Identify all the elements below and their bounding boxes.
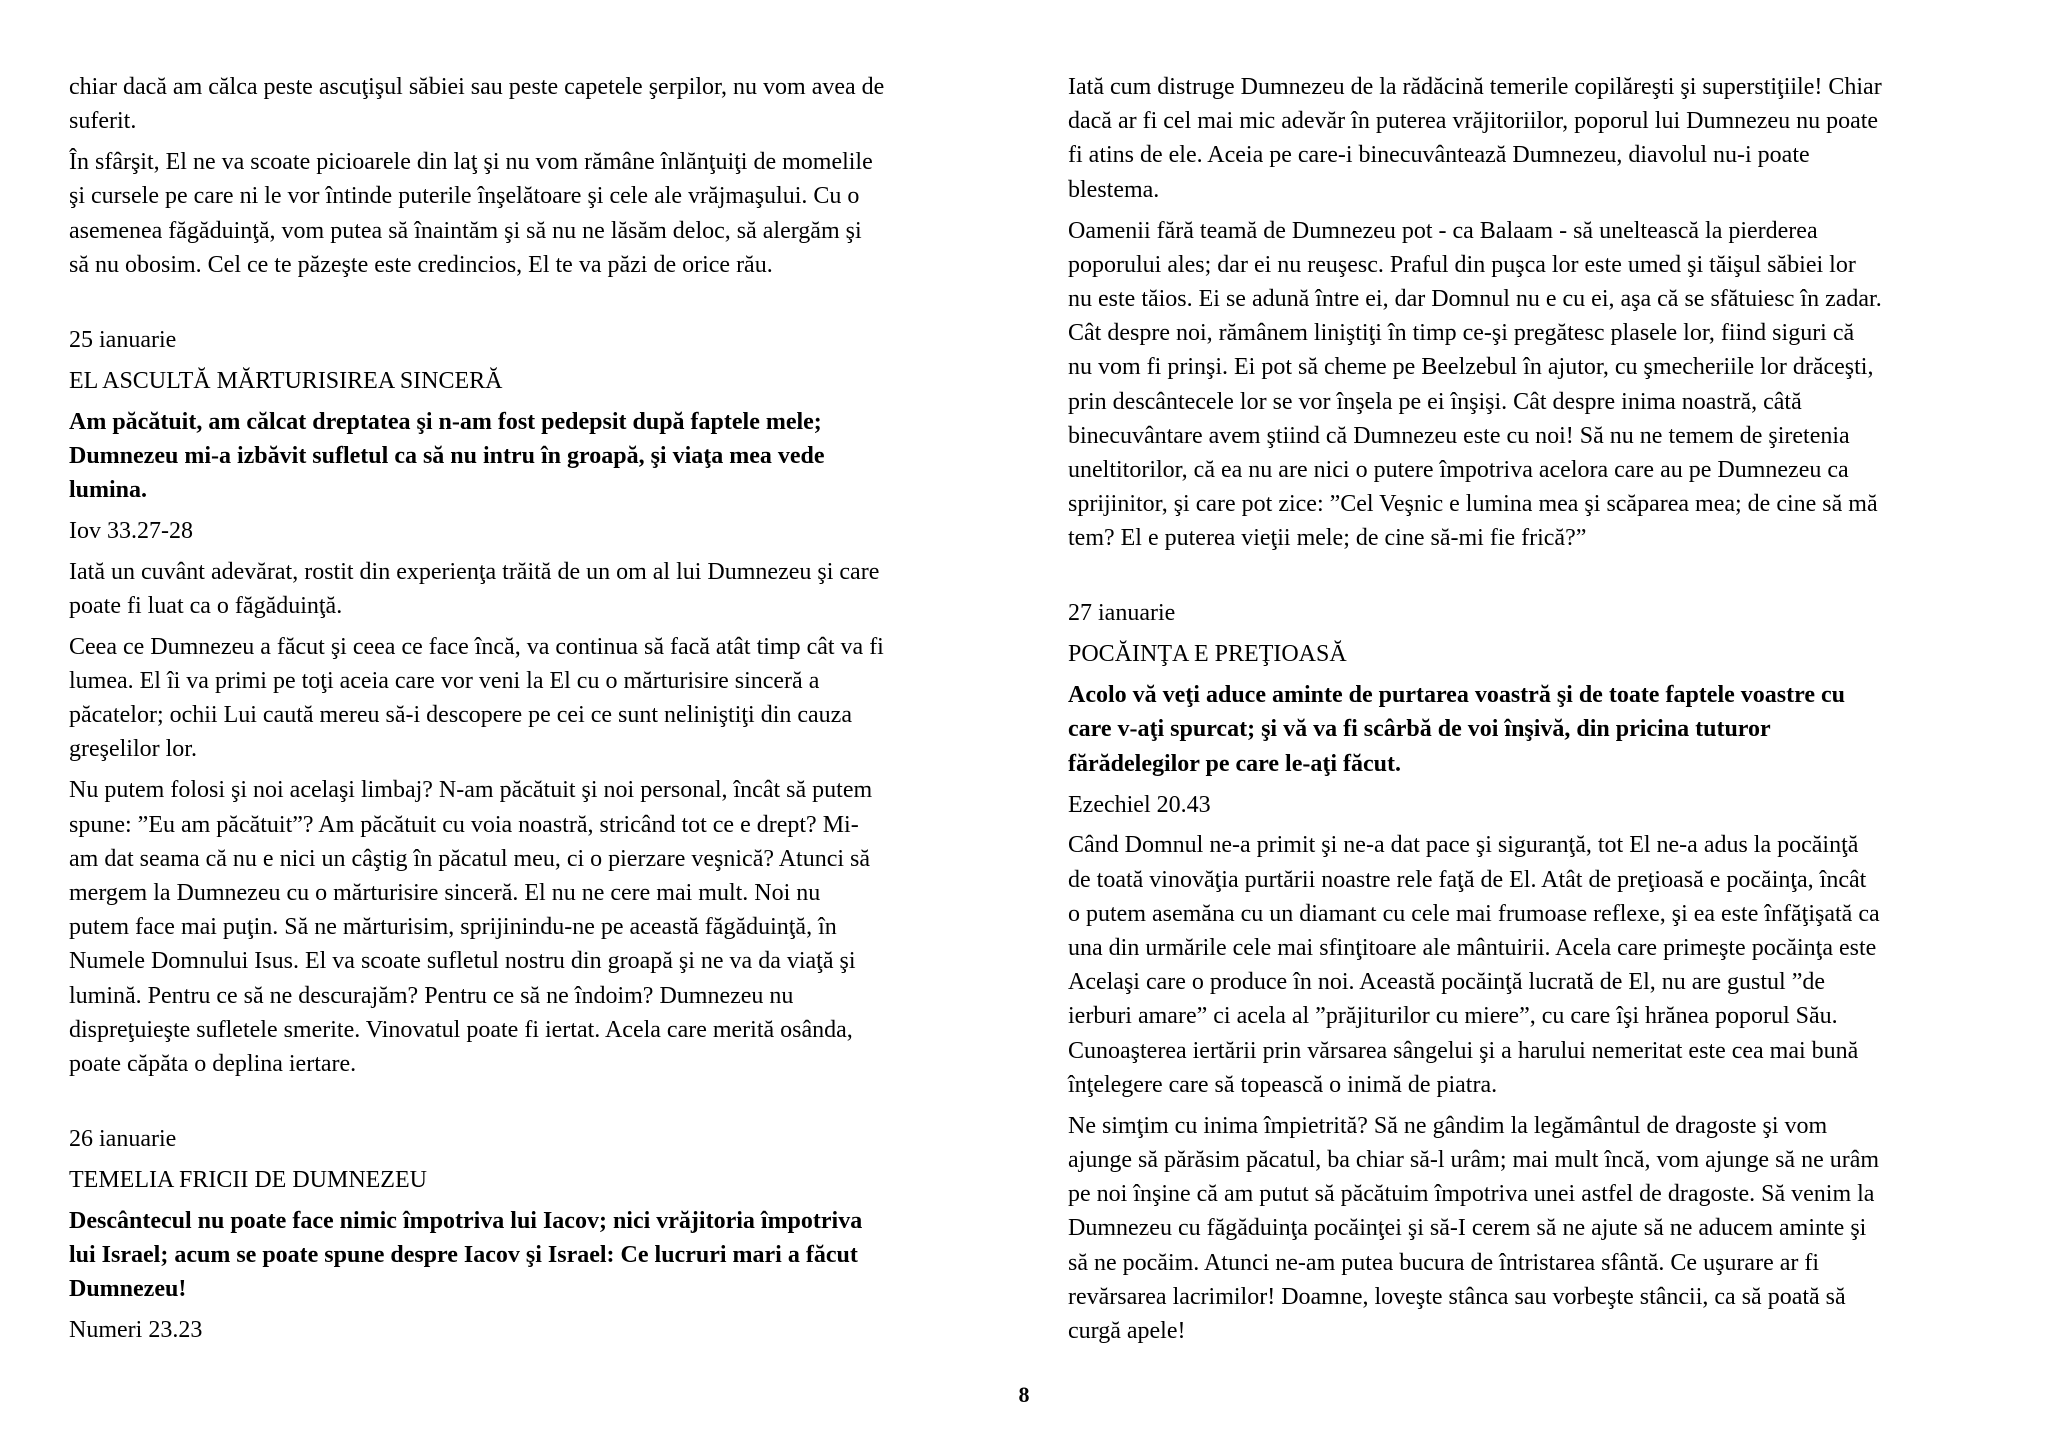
text-line: curgă apele! — [1068, 1317, 1186, 1344]
text-line: am dat seama că nu e nici un câştig în păcatul meu, ci o pierzare veşnică? Atunci să — [69, 845, 870, 872]
paragraph — [69, 70, 1019, 138]
text-line: fi atins de ele. Aceia pe care-i binecuvântează Dumnezeu, diavolul nu-i poate — [1068, 142, 1810, 169]
paragraph — [1068, 214, 2018, 556]
text-line: de toată vinovăţia purtării noastre rele faţă de El. Atât de preţioasă e pocăinţa, încât — [1068, 866, 1867, 893]
text-line: nu vom fi prinşi. Ei pot să cheme pe Beelzebul în ajutor, cu şmecheriile lor drăceşti, — [1068, 354, 1874, 381]
text-line: Iată un cuvânt adevărat, rostit din experienţa trăită de un om al lui Dumnezeu şi care — [69, 558, 880, 585]
text-line: putem face mai puţin. Să ne mărturisim, sprijinindu-ne pe această făgăduinţă, în — [69, 914, 837, 941]
text-line: ierburi amare” ci acela al ”prăjiturilor cu miere”, cu care îşi hrănea poporul Său. — [1068, 1003, 1838, 1030]
text-line: Dumnezeu! — [69, 1276, 187, 1303]
text-line: uneltitorilor, că ea nu are nici o putere împotriva acelora care au pe Dumnezeu ca — [1068, 456, 1849, 483]
text-line: fărădelegilor pe care le-aţi făcut. — [1068, 750, 1401, 777]
entry-date: 27 ianuarie — [1068, 600, 1176, 627]
page-number: 8 — [1018, 1382, 1030, 1407]
text-line: înţelegere care să topească o inimă de piatra. — [1068, 1071, 1498, 1098]
text-line: blestema. — [1068, 176, 1160, 203]
text-line: păcatelor; ochii Lui caută mereu să-i descopere pe cei ce sunt neliniştiţi din cauza — [69, 702, 852, 729]
text-line: lumea. El îi va primi pe toţi aceia care vor veni la El cu o mărturisire sinceră a — [69, 668, 820, 695]
scripture-reference: Ezechiel 20.43 — [1068, 791, 1211, 818]
paragraph — [1068, 1109, 2018, 1348]
text-line: Ne simţim cu inima împietrită? Să ne gândim la legământul de dragoste şi vom — [1068, 1112, 1828, 1139]
text-line: dacă ar fi cel mai mic adevăr în puterea vrăjitoriilor, poporul lui Dumnezeu nu poate — [1068, 108, 1879, 135]
verse-text — [69, 1204, 1019, 1307]
text-line: poporului ales; dar ei nu reuşesc. Praful din puşca lor este umed şi tăişul săbiei lor — [1068, 251, 1856, 278]
text-line: Oamenii fără teamă de Dumnezeu pot - ca Balaam - să uneltească la pierderea — [1068, 217, 1818, 244]
continued-text — [1068, 70, 2018, 556]
paragraph — [69, 145, 1019, 282]
text-line: care v-aţi spurcat; şi vă va fi scârbă de voi înşivă, din pricina tuturor — [1068, 716, 1771, 743]
entry-title: EL ASCULTĂ MĂRTURISIREA SINCERĂ — [69, 367, 503, 394]
devotional-entry — [69, 1122, 1019, 1347]
text-line: lui Israel; acum se poate spune despre Iacov şi Israel: Ce lucruri mari a făcut — [69, 1242, 858, 1269]
text-line: În sfârşit, El ne va scoate picioarele din laţ şi nu vom rămâne înlănţuiţi de momelile — [69, 149, 873, 176]
text-line: Cât despre noi, rămânem liniştiţi în timp ce-şi pregătesc plasele lor, fiind siguri că — [1068, 320, 1855, 347]
column-right — [1068, 70, 2018, 1355]
paragraph — [69, 773, 1019, 1081]
text-line: Am păcătuit, am călcat dreptatea şi n-am fost pedepsit după faptele mele; — [69, 408, 822, 435]
text-line: Numele Domnului Isus. El va scoate sufletul nostru din groapă şi ne va da viaţă şi — [69, 948, 856, 975]
text-line: o putem asemăna cu un diamant cu cele mai frumoase reflexe, şi ea este înfăţişată ca — [1068, 900, 1880, 927]
text-line: Nu putem folosi şi noi acelaşi limbaj? N-am păcătuit şi noi personal, încât să putem — [69, 777, 873, 804]
text-line: binecuvântare avem ştiind că Dumnezeu este cu noi! Să nu ne temem de şiretenia — [1068, 422, 1850, 449]
scripture-reference: Numeri 23.23 — [69, 1317, 203, 1344]
text-line: Ceea ce Dumnezeu a făcut şi ceea ce face încă, va continua să facă atât timp cât va fi — [69, 633, 884, 660]
entry-date: 26 ianuarie — [69, 1126, 177, 1153]
text-line: Iată cum distruge Dumnezeu de la rădăcină temerile copilăreşti şi superstiţiile! Chiar — [1068, 74, 1882, 100]
text-line: una din urmările cele mai sfinţitoare ale mântuirii. Acela care primeşte pocăinţa este — [1068, 935, 1877, 961]
text-line: greşelilor lor. — [69, 736, 197, 763]
text-line: să nu obosim. Cel ce te păzeşte este credincios, El te va păzi de orice rău. — [69, 251, 773, 278]
text-line: ajunge să părăsim păcatul, ba chiar să-l urâm; mai mult încă, vom ajunge să ne urâm — [1068, 1146, 1880, 1173]
paragraph — [69, 630, 1019, 767]
entry-title: TEMELIA FRICII DE DUMNEZEU — [69, 1166, 427, 1193]
text-line: asemenea făgăduinţă, vom putea să înaintăm şi să nu ne lăsăm deloc, să alergăm şi — [69, 217, 862, 244]
text-line: prin descântecele lor se vor înşela pe ei înşişi. Cât despre inima noastră, câtă — [1068, 388, 1802, 415]
text-line: nu este tăios. Ei se adună între ei, dar Domnul nu e cu ei, aşa că se sfătuiesc în zadar. — [1068, 285, 1882, 312]
column-left — [69, 70, 1019, 1354]
devotional-entry — [1068, 596, 2018, 1348]
text-line: Acolo vă veţi aduce aminte de purtarea voastră şi de toate faptele voastre cu — [1068, 682, 1845, 709]
paragraph — [1068, 70, 2018, 207]
paragraph — [69, 555, 1019, 623]
text-line: poate căpăta o deplina iertare. — [69, 1050, 357, 1077]
entry-title: POCĂINŢA E PREŢIOASĂ — [1068, 641, 1347, 668]
text-line: dispreţuieşte sufletele smerite. Vinovatul poate fi iertat. Acela care merită osânda, — [69, 1016, 853, 1043]
entry-date: 25 ianuarie — [69, 326, 177, 353]
paragraph — [1068, 828, 2018, 1102]
text-line: pe noi înşine că am putut să păcătuim împotriva unei astfel de dragoste. Să venim la — [1068, 1181, 1875, 1208]
text-line: tem? El e puterea vieţii mele; de cine să-mi fie frică?” — [1068, 525, 1587, 552]
text-line: Dumnezeu cu făgăduinţa pocăinţei şi să-I cerem să ne ajute să ne aducem aminte şi — [1068, 1215, 1867, 1242]
text-line: Descântecul nu poate face nimic împotriva lui Iacov; nici vrăjitoria împotriva — [69, 1207, 863, 1234]
text-line: chiar dacă am călca peste ascuţişul săbiei sau peste capetele şerpilor, nu vom avea de — [69, 74, 885, 100]
continued-text — [69, 70, 1019, 282]
text-line: sprijinitor, şi care pot zice: ”Cel Veşnic e lumina mea şi scăparea mea; de cine să mă — [1068, 491, 1878, 518]
verse-text — [1068, 678, 2018, 781]
text-line: şi cursele pe care ni le vor întinde puterile înşelătoare şi cele ale vrăjmaşului. Cu o — [69, 183, 860, 210]
text-line: suferit. — [69, 108, 137, 135]
devotional-entry — [69, 323, 1019, 1081]
text-line: Acelaşi care o produce în noi. Această pocăinţă lucrată de El, nu are gustul ”de — [1068, 969, 1826, 996]
text-line: Dumnezeu mi-a izbăvit sufletul ca să nu intru în groapă, şi viaţa mea vede — [69, 442, 825, 469]
text-line: lumina. — [69, 476, 148, 503]
text-line: Când Domnul ne-a primit şi ne-a dat pace şi siguranţă, tot El ne-a adus la pocăinţă — [1068, 832, 1859, 859]
verse-text — [69, 405, 1019, 508]
text-line: poate fi luat ca o făgăduinţă. — [69, 592, 343, 619]
text-line: spune: ”Eu am păcătuit”? Am păcătuit cu voia noastră, stricând tot ce e drept? Mi- — [69, 811, 859, 838]
text-line: revărsarea lacrimilor! Doamne, loveşte stânca sau vorbeşte stâncii, ca să poată să — [1068, 1283, 1846, 1310]
text-line: Cunoaşterea iertării prin vărsarea sângelui şi a harului nemeritat este cea mai bună — [1068, 1037, 1859, 1064]
text-line: lumină. Pentru ce să ne descurajăm? Pentru ce să ne îndoim? Dumnezeu nu — [69, 982, 794, 1009]
text-line: să ne pocăim. Atunci ne-am putea bucura de întristarea sfântă. Ce uşurare ar fi — [1068, 1249, 1820, 1276]
scripture-reference: Iov 33.27-28 — [69, 517, 193, 544]
text-line: mergem la Dumnezeu cu o mărturisire sinceră. El nu ne cere mai mult. Noi nu — [69, 879, 821, 906]
